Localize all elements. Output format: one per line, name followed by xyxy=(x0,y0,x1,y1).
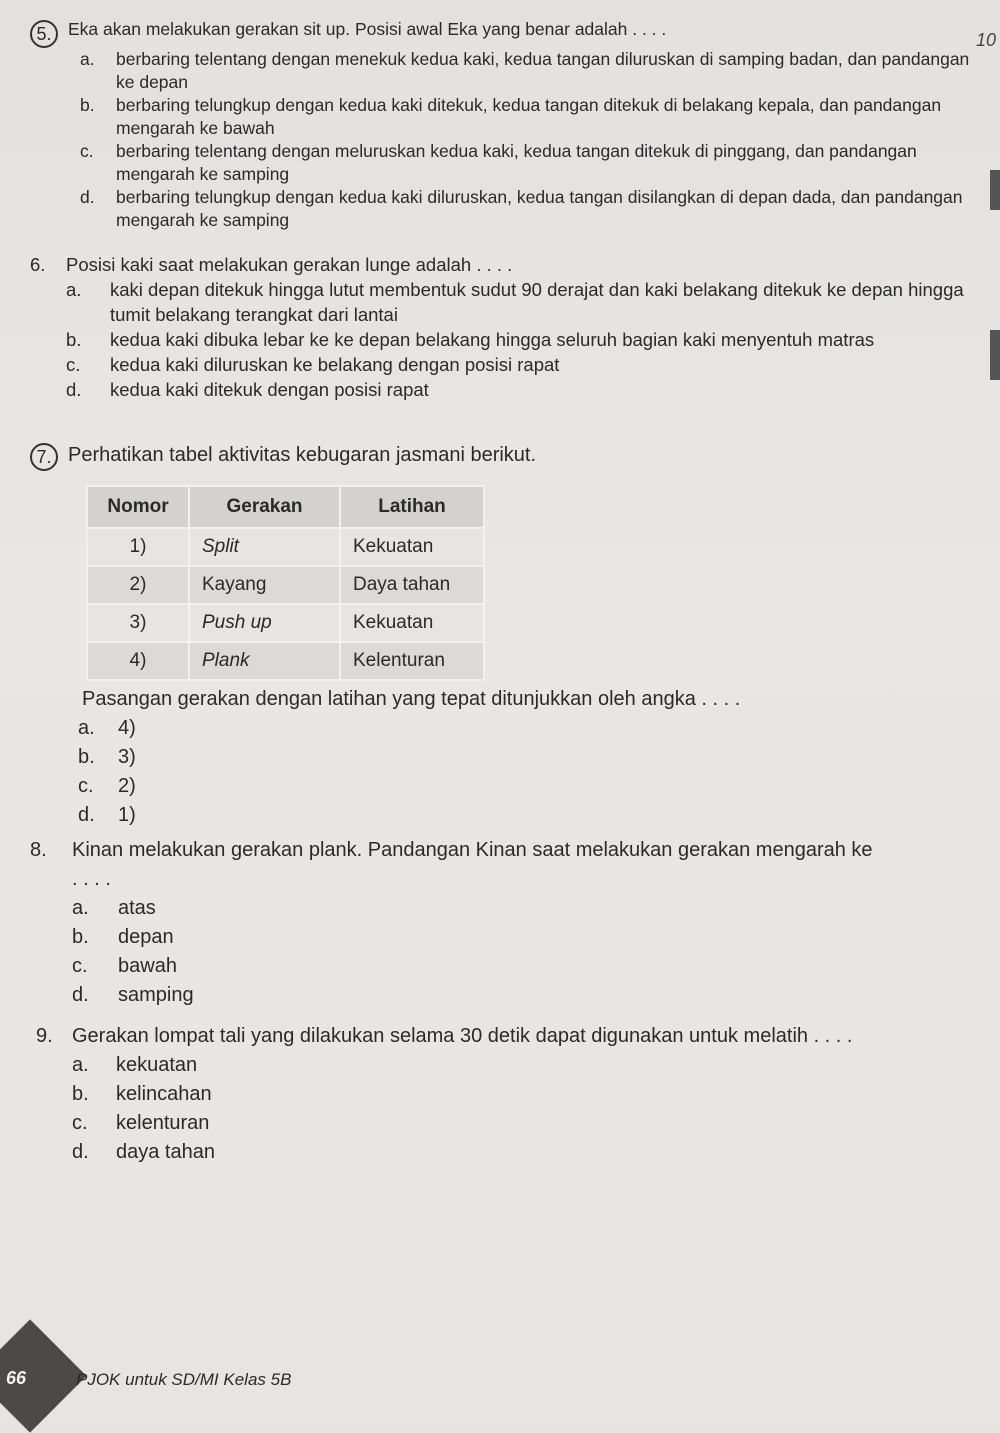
question-text: Pasangan gerakan dengan latihan yang tepat ditunjukkan oleh angka . . . . xyxy=(82,688,741,710)
option-b: b. depan xyxy=(72,926,174,948)
question-text: Perhatikan tabel aktivitas kebugaran jasmani berikut. xyxy=(68,444,537,466)
question-5 xyxy=(30,18,970,232)
option-d: d. daya tahan xyxy=(72,1141,215,1163)
question-number: 9. xyxy=(36,1025,53,1047)
question-number: 5. xyxy=(30,20,58,48)
edge-mark xyxy=(990,170,1000,210)
table-row: 3) Push up Kekuatan xyxy=(87,604,484,642)
option-c: c. bawah xyxy=(72,955,177,977)
option-d: d. 1) xyxy=(78,804,136,826)
option-b: b. kedua kaki dibuka lebar ke ke depan belakang hingga seluruh bagian kaki menyentuh matras xyxy=(66,329,875,350)
question-text: Posisi kaki saat melakukan gerakan lunge adalah . . . . xyxy=(66,254,513,275)
page-number: 66 xyxy=(6,1368,27,1388)
option-b: b. berbaring telungkup dengan kedua kaki ditekuk, kedua tangan ditekuk di belakang kepala, dan pandangan mengarah ke bawah xyxy=(80,95,942,138)
question-text-continued: . . . . xyxy=(72,868,111,890)
question-7 xyxy=(30,441,970,471)
fitness-activity-table xyxy=(86,485,485,681)
corner-number: 10 xyxy=(976,30,997,50)
option-b: b. kelincahan xyxy=(72,1083,212,1105)
question-text: Eka akan melakukan gerakan sit up. Posisi awal Eka yang benar adalah . . . . xyxy=(68,19,667,39)
option-b: b. 3) xyxy=(78,746,136,768)
table-row: 4) Plank Kelenturan xyxy=(87,642,484,680)
table-row: 2) Kayang Daya tahan xyxy=(87,566,484,604)
question-6 xyxy=(30,252,970,402)
book-title: PJOK untuk SD/MI Kelas 5B xyxy=(76,1370,292,1389)
option-a: a. kaki depan ditekuk hingga lutut membentuk sudut 90 derajat dan kaki belakang ditekuk ke depan hingga tumit belakang terangkat dari lantai xyxy=(66,279,964,325)
option-c: c. kelenturan xyxy=(72,1112,210,1134)
option-a: a. atas xyxy=(72,897,156,919)
question-9 xyxy=(36,1022,976,1167)
table-header: Gerakan xyxy=(189,486,340,528)
option-a: a. kekuatan xyxy=(72,1054,198,1076)
table-header: Latihan xyxy=(340,486,484,528)
question-8 xyxy=(30,836,970,1010)
option-c: c. berbaring telentang dengan meluruskan kedua kaki, kedua tangan ditekuk di pinggang, dan pandangan mengarah ke samping xyxy=(80,141,917,184)
table-header: Nomor xyxy=(87,486,189,528)
question-7-followup xyxy=(30,685,970,830)
option-a: a. 4) xyxy=(78,717,136,739)
question-number: 7. xyxy=(30,443,58,471)
option-c: c. kedua kaki diluruskan ke belakang dengan posisi rapat xyxy=(66,354,560,375)
question-number: 8. xyxy=(30,839,47,861)
edge-mark xyxy=(990,330,1000,380)
question-text: Kinan melakukan gerakan plank. Pandangan Kinan saat melakukan gerakan mengarah ke xyxy=(72,839,873,861)
table-row: 1) Split Kekuatan xyxy=(87,528,484,566)
option-d: d. kedua kaki ditekuk dengan posisi rapat xyxy=(66,379,429,400)
option-d: d. berbaring telungkup dengan kedua kaki diluruskan, kedua tangan disilangkan di depan dada, dan pandangan mengarah ke samping xyxy=(80,187,963,230)
option-d: d. samping xyxy=(72,984,194,1006)
option-c: c. 2) xyxy=(78,775,136,797)
question-number: 6. xyxy=(30,254,46,275)
option-a: a. berbaring telentang dengan menekuk kedua kaki, kedua tangan diluruskan di samping badan, dan pandangan ke depan xyxy=(80,49,970,92)
question-text: Gerakan lompat tali yang dilakukan selama 30 detik dapat digunakan untuk melatih . . . . xyxy=(72,1025,853,1047)
